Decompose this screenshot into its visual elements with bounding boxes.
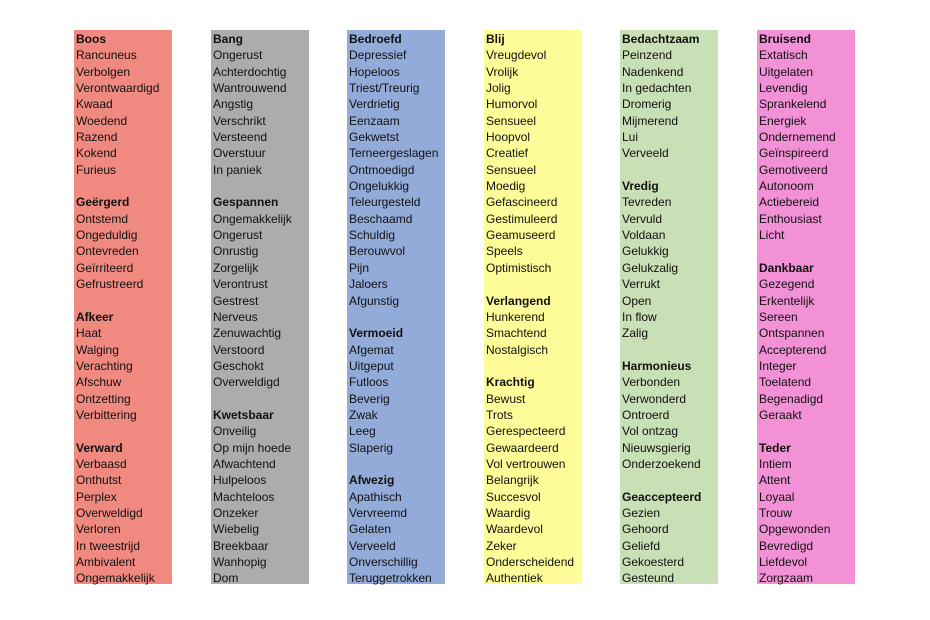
emotion-word: In gedachten <box>622 81 692 96</box>
category-heading: Afwezig <box>349 473 395 488</box>
emotion-word: Zwak <box>349 407 378 422</box>
emotion-word: Triest/Treurig <box>349 81 420 96</box>
emotion-word: Verschrikt <box>213 113 266 128</box>
category-heading: Bang <box>213 32 243 46</box>
emotion-word: Perplex <box>76 489 117 504</box>
emotion-word: Onverschillig <box>349 555 418 569</box>
emotion-word: Verontrust <box>213 277 268 292</box>
emotion-word: Gelaten <box>349 522 392 537</box>
emotion-word: Energiek <box>759 113 807 128</box>
emotion-word: Leeg <box>349 424 376 439</box>
emotion-word: Overweldigd <box>213 375 280 390</box>
emotion-word: Ontmoedigd <box>349 162 415 177</box>
category-heading: Krachtig <box>486 375 535 390</box>
emotion-word: In tweestrijd <box>76 538 141 553</box>
emotion-word: Verbittering <box>76 407 137 422</box>
emotion-word: Zeker <box>486 538 517 553</box>
emotion-word: Vol ontzag <box>622 424 679 439</box>
emotion-word: Enthousiast <box>759 211 822 226</box>
column-bruisend <box>757 30 855 584</box>
emotion-word: Dom <box>213 571 239 586</box>
emotion-word: Mijmerend <box>622 113 679 128</box>
emotion-word: Sensueel <box>486 113 537 128</box>
column-boos <box>74 30 172 584</box>
emotion-word: Gerespecteerd <box>486 424 566 439</box>
emotion-word: Nadenkend <box>622 64 684 79</box>
emotion-word: Licht <box>759 228 785 243</box>
emotion-word: Geliefd <box>622 538 661 553</box>
emotion-word: Haat <box>76 326 102 341</box>
emotion-word: Hulpeloos <box>213 473 267 488</box>
category-heading: Geërgerd <box>76 195 130 210</box>
category-heading: Dankbaar <box>759 260 814 275</box>
emotion-word: Verbolgen <box>76 64 131 79</box>
emotion-word: Succesvol <box>486 489 541 504</box>
emotion-word: Verbaasd <box>76 456 127 471</box>
emotion-word: Verbonden <box>622 375 681 390</box>
emotion-word: In paniek <box>213 162 262 177</box>
emotion-word: Waardevol <box>486 522 543 537</box>
emotion-word: Breekbaar <box>213 538 269 553</box>
emotion-word: Geïrriteerd <box>76 260 134 275</box>
emotion-word: Hoopvol <box>486 130 531 145</box>
spacer <box>622 162 718 178</box>
emotion-word: Authentiek <box>486 571 543 586</box>
emotion-word: Lui <box>622 130 639 145</box>
emotion-word: Trots <box>486 407 513 422</box>
emotion-word: Ongemakkelijk <box>76 571 155 586</box>
emotion-word: Ongelukkig <box>349 179 410 194</box>
emotion-word: Gehoord <box>622 522 669 537</box>
emotion-word: Onrustig <box>213 244 259 259</box>
emotion-word: Machteloos <box>213 489 275 504</box>
emotion-word: Ongeduldig <box>76 228 138 243</box>
column-bang <box>211 30 309 584</box>
emotion-word: Gesteund <box>622 571 675 586</box>
emotion-word: Op mijn hoede <box>213 440 292 455</box>
emotion-word: Nieuwsgierig <box>622 440 691 455</box>
emotion-word: Autonoom <box>759 179 814 194</box>
emotion-word: Accepterend <box>759 342 827 357</box>
emotion-word: Trouw <box>759 505 792 520</box>
emotion-word: Depressief <box>349 48 407 63</box>
emotion-word: Verwonderd <box>622 391 687 406</box>
emotion-word: Onderscheidend <box>486 555 575 569</box>
emotion-word: Gelukkig <box>622 244 669 259</box>
spacer <box>76 293 172 309</box>
emotion-word: Smachtend <box>486 326 547 341</box>
emotion-word: Ongemakkelijk <box>213 211 292 226</box>
emotion-word: Erkentelijk <box>759 293 815 308</box>
emotion-word: Vreugdevol <box>486 48 547 63</box>
emotion-word: Verveeld <box>349 538 396 553</box>
emotion-word: Voldaan <box>622 228 666 243</box>
emotion-word: Wantrouwend <box>213 81 287 96</box>
emotion-word: Slaperig <box>349 440 394 455</box>
emotion-word: Sensueel <box>486 162 537 177</box>
emotion-word: Verloren <box>76 522 121 537</box>
emotion-word: Wanhopig <box>213 555 267 569</box>
emotion-word: Open <box>622 293 652 308</box>
emotion-word: Hopeloos <box>349 64 400 79</box>
emotion-word: Verdrietig <box>349 97 400 112</box>
emotion-word: Vervreemd <box>349 505 408 520</box>
emotion-word: Belangrijk <box>486 473 539 488</box>
emotion-word: Onderzoekend <box>622 456 701 471</box>
emotion-word: Waardig <box>486 505 531 520</box>
emotion-word: Geïnspireerd <box>759 146 829 161</box>
emotion-word: Pijn <box>349 260 370 275</box>
emotion-word: Ontevreden <box>76 244 139 259</box>
emotion-word: Geschokt <box>213 358 264 373</box>
emotion-word: Loyaal <box>759 489 795 504</box>
emotion-word: Zorgzaam <box>759 571 814 586</box>
emotion-word: Afschuw <box>76 375 122 390</box>
emotion-word: Eenzaam <box>349 113 400 128</box>
emotion-word: Verontwaardigd <box>76 81 160 96</box>
spacer <box>759 423 855 439</box>
emotion-word: Onthutst <box>76 473 122 488</box>
emotion-word: Schuldig <box>349 228 396 243</box>
emotion-word: Gestrest <box>213 293 259 308</box>
emotion-word: Ontroerd <box>622 407 670 422</box>
emotion-word: Peinzend <box>622 48 673 63</box>
emotion-word: Futloos <box>349 375 389 390</box>
spacer <box>622 472 718 488</box>
spacer <box>349 309 445 325</box>
emotion-word: Ondernemend <box>759 130 836 145</box>
emotion-word: Moedig <box>486 179 526 194</box>
emotion-word: Bewust <box>486 391 526 406</box>
emotion-word: Nostalgisch <box>486 342 549 357</box>
emotion-word: Geraakt <box>759 407 802 422</box>
emotion-word: Overweldigd <box>76 505 143 520</box>
spacer <box>76 423 172 439</box>
emotion-word: In flow <box>622 309 657 324</box>
emotion-word: Achterdochtig <box>213 64 287 79</box>
column-bedroefd <box>347 30 445 584</box>
emotion-word: Creatief <box>486 146 529 161</box>
emotion-word: Geamuseerd <box>486 228 556 243</box>
emotion-word: Ontspannen <box>759 326 825 341</box>
emotion-word: Overstuur <box>213 146 266 161</box>
emotion-word: Terneergeslagen <box>349 146 439 161</box>
category-heading: Blij <box>486 32 505 46</box>
category-heading: Harmonieus <box>622 358 692 373</box>
emotion-word: Zenuwachtig <box>213 326 282 341</box>
spacer <box>759 243 855 259</box>
emotion-word: Furieus <box>76 162 117 177</box>
emotion-word: Rancuneus <box>76 48 137 63</box>
emotion-word: Gekwetst <box>349 130 400 145</box>
emotion-word: Gewaardeerd <box>486 440 559 455</box>
emotion-word: Gestimuleerd <box>486 211 558 226</box>
emotion-word: Actiebereid <box>759 195 820 210</box>
emotion-word: Angstig <box>213 97 254 112</box>
category-heading: Bruisend <box>759 32 812 46</box>
emotion-word: Ontzetting <box>76 391 131 406</box>
category-heading: Bedachtzaam <box>622 32 700 46</box>
emotion-word: Onveilig <box>213 424 257 439</box>
emotion-word: Opgewonden <box>759 522 831 537</box>
emotion-word: Verveeld <box>622 146 669 161</box>
spacer <box>213 178 309 194</box>
emotion-word: Ongerust <box>213 48 263 63</box>
category-heading: Vermoeid <box>349 326 404 341</box>
emotion-word: Uitgeput <box>349 358 394 373</box>
category-heading: Teder <box>759 440 791 455</box>
spacer <box>486 358 582 374</box>
emotion-word: Gezegend <box>759 277 815 292</box>
emotion-word: Humorvol <box>486 97 538 112</box>
emotion-word: Gefascineerd <box>486 195 558 210</box>
emotion-word: Bevredigd <box>759 538 814 553</box>
emotion-word: Speels <box>486 244 523 259</box>
emotion-word: Beverig <box>349 391 390 406</box>
emotion-word: Jaloers <box>349 277 388 292</box>
emotion-word: Razend <box>76 130 118 145</box>
column-blij <box>484 30 582 584</box>
emotion-word: Sereen <box>759 309 798 324</box>
emotion-word: Nerveus <box>213 309 258 324</box>
emotion-word: Toelatend <box>759 375 812 390</box>
emotion-word: Optimistisch <box>486 260 552 275</box>
category-heading: Vredig <box>622 179 659 194</box>
category-heading: Gespannen <box>213 195 279 210</box>
category-heading: Verward <box>76 440 123 455</box>
emotion-word: Berouwvol <box>349 244 406 259</box>
emotion-word: Walging <box>76 342 119 357</box>
column-bedachtzaam <box>620 30 718 584</box>
emotion-word: Teruggetrokken <box>349 571 432 586</box>
emotion-word: Integer <box>759 358 797 373</box>
emotion-word: Zorgelijk <box>213 260 259 275</box>
category-heading: Geaccepteerd <box>622 489 702 504</box>
emotion-word: Gefrustreerd <box>76 277 144 292</box>
emotion-word: Gelukzalig <box>622 260 679 275</box>
emotion-word: Extatisch <box>759 48 808 63</box>
emotion-word: Uitgelaten <box>759 64 814 79</box>
emotion-word: Sprankelend <box>759 97 827 112</box>
emotion-word: Tevreden <box>622 195 672 210</box>
emotion-word: Zalig <box>622 326 649 341</box>
emotion-word: Begenadigd <box>759 391 824 406</box>
emotion-word: Wiebelig <box>213 522 260 537</box>
category-heading: Verlangend <box>486 293 551 308</box>
emotion-word: Afgunstig <box>349 293 400 308</box>
emotion-word: Verachting <box>76 358 133 373</box>
emotion-word: Liefdevol <box>759 555 808 569</box>
emotion-word: Onzeker <box>213 505 259 520</box>
emotion-word: Hunkerend <box>486 309 545 324</box>
spacer <box>213 391 309 407</box>
emotion-word: Vervuld <box>622 211 663 226</box>
emotion-word: Versteend <box>213 130 268 145</box>
emotion-word: Beschaamd <box>349 211 413 226</box>
emotion-word: Intiem <box>759 456 792 471</box>
category-heading: Bedroefd <box>349 32 402 46</box>
emotion-word: Verrukt <box>622 277 661 292</box>
category-heading: Afkeer <box>76 309 114 324</box>
emotion-word: Teleurgesteld <box>349 195 421 210</box>
emotion-word: Ontstemd <box>76 211 129 226</box>
spacer <box>622 342 718 358</box>
emotion-word: Verstoord <box>213 342 265 357</box>
emotion-word: Afwachtend <box>213 456 276 471</box>
emotion-word: Ambivalent <box>76 555 136 569</box>
emotion-word: Gemotiveerd <box>759 162 828 177</box>
emotion-word: Ongerust <box>213 228 263 243</box>
emotion-word: Afgemat <box>349 342 394 357</box>
emotion-word: Apathisch <box>349 489 402 504</box>
spacer <box>76 178 172 194</box>
emotion-word: Vrolijk <box>486 64 519 79</box>
emotion-word: Gezien <box>622 505 661 520</box>
emotion-word: Levendig <box>759 81 808 96</box>
spacer <box>486 276 582 292</box>
emotion-word: Jolig <box>486 81 511 96</box>
emotion-word: Woedend <box>76 113 128 128</box>
emotion-word: Dromerig <box>622 97 672 112</box>
emotion-word: Vol vertrouwen <box>486 456 566 471</box>
category-heading: Kwetsbaar <box>213 407 274 422</box>
category-heading: Boos <box>76 32 106 46</box>
spacer <box>349 456 445 472</box>
emotion-word: Gekoesterd <box>622 555 685 569</box>
emotion-word: Attent <box>759 473 791 488</box>
emotion-word: Kokend <box>76 146 117 161</box>
emotion-word: Kwaad <box>76 97 113 112</box>
